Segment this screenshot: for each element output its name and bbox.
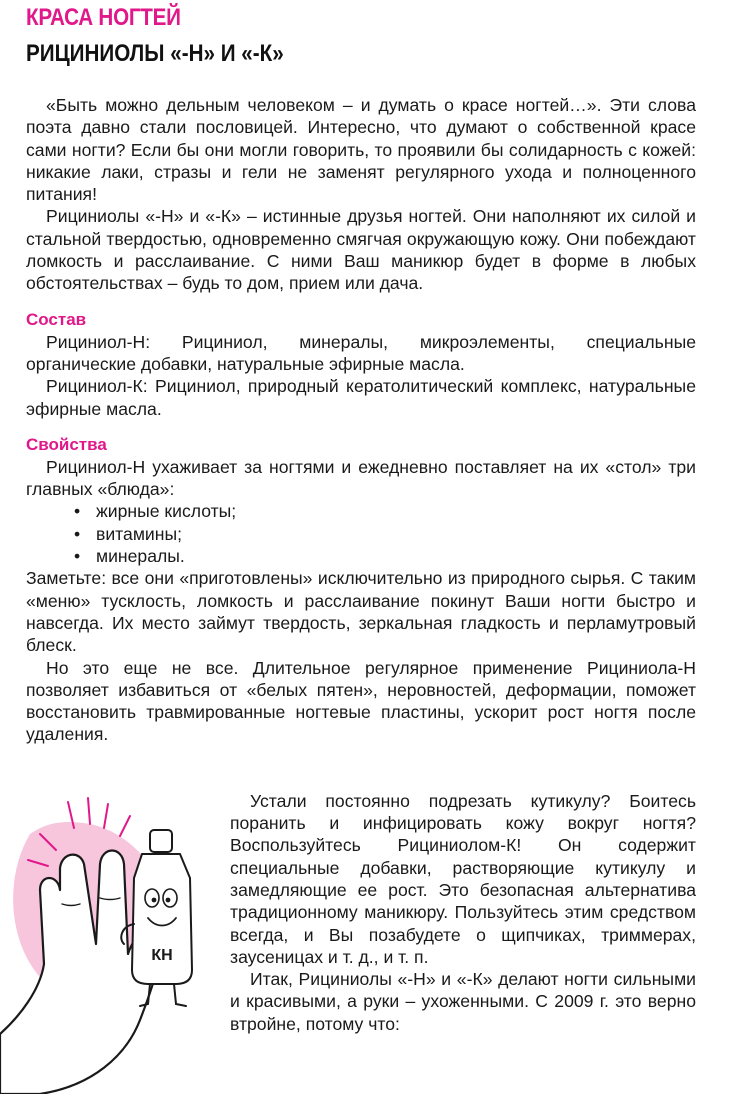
properties-paragraph-2: Но это еще не все. Длительное регулярное применение Рициниола-Н позволяет избавиться от «белых пятен», неровностей, деформации, поможет восстановить травмированные ногтевые пластины, ускорит рост ногтя после удаления. <box>26 657 696 745</box>
bullet-icon: • <box>74 523 81 544</box>
list-item: • жирные кислоты; <box>74 501 237 522</box>
properties-paragraph-4: Итак, Рициниолы «-Н» и «-К» делают ногти сильными и красивыми, а руки – ухоженными. С 2009 г. это верно втройне, потому что: <box>230 969 696 1034</box>
intro-paragraph-1: «Быть можно дельным человеком – и думать о красе ногтей…». Эти слова поэта давно стали пословицей. Интересно, что думают о собственной красе сами ногти? Если бы они могли говорить, то проявили бы солидарность с кожей: никакие лаки, стразы и гели не заменят регулярного ухода и полноценного питания! <box>26 95 696 205</box>
composition-item-n: Рициниол-Н: Рициниол, минералы, микроэлементы, специальные органические добавки, натуральные эфирные масла. <box>26 331 696 374</box>
bottle-label: КН <box>151 946 173 964</box>
bullet-icon: • <box>74 546 81 567</box>
intro-paragraph-2: Рициниолы «-Н» и «-К» – истинные друзья ногтей. Они наполняют их силой и стальной твердостью, одновременно смягчая окружающую кожу. Они побеждают ломкость и расслаивание. С ними Ваш маникюр будет в форме в любых обстоятельствах – будь то дом, прием или дача. <box>26 206 696 294</box>
hand-illustration <box>0 794 222 1099</box>
article-title: РИЦИНИОЛЫ «-Н» И «-К» <box>26 40 284 67</box>
section-kicker: КРАСА НОГТЕЙ <box>26 4 181 31</box>
list-item: • минералы. <box>74 546 185 567</box>
properties-heading: Свойства <box>26 434 107 454</box>
nutrient-list <box>26 500 696 567</box>
wrapped-text-block <box>26 657 696 1035</box>
composition-item-k: Рициниол-К: Рициниол, природный кератолитический комплекс, натуральные эфирные масла. <box>26 376 696 419</box>
hand-with-bottle-icon <box>0 794 222 1094</box>
list-item: • витамины; <box>74 523 182 544</box>
properties-paragraph-3: Устали постоянно подрезать кутикулу? Боитесь поранить и инфицировать кожу вокруг ногтя? Воспользуйтесь Рициниолом-К! Он содержит специальные добавки, растворяющие кутикулу и замедляющие ее рост. Это безопасная альтернатива традиционному маникюру. Пользуйтесь этим средством всегда, и Вы позабудете о щипчиках, триммерах, заусеницах и т. д., и т. п. <box>230 790 696 967</box>
properties-lead: Рициниол-Н ухаживает за ногтями и ежедневно поставляет на их «стол» три главных «блюда»: <box>26 456 696 500</box>
composition-heading: Состав <box>26 309 87 329</box>
properties-paragraph-1: Заметьте: все они «приготовлены» исключительно из природного сырья. С таким «меню» тусклость, ломкость и расслаивание покинут Ваши ногти быстро и навсегда. Их место займут твердость, зеркальная гладкость и перламутровый блеск. <box>26 568 696 656</box>
bullet-icon: • <box>74 501 81 522</box>
article-body <box>26 94 696 1099</box>
